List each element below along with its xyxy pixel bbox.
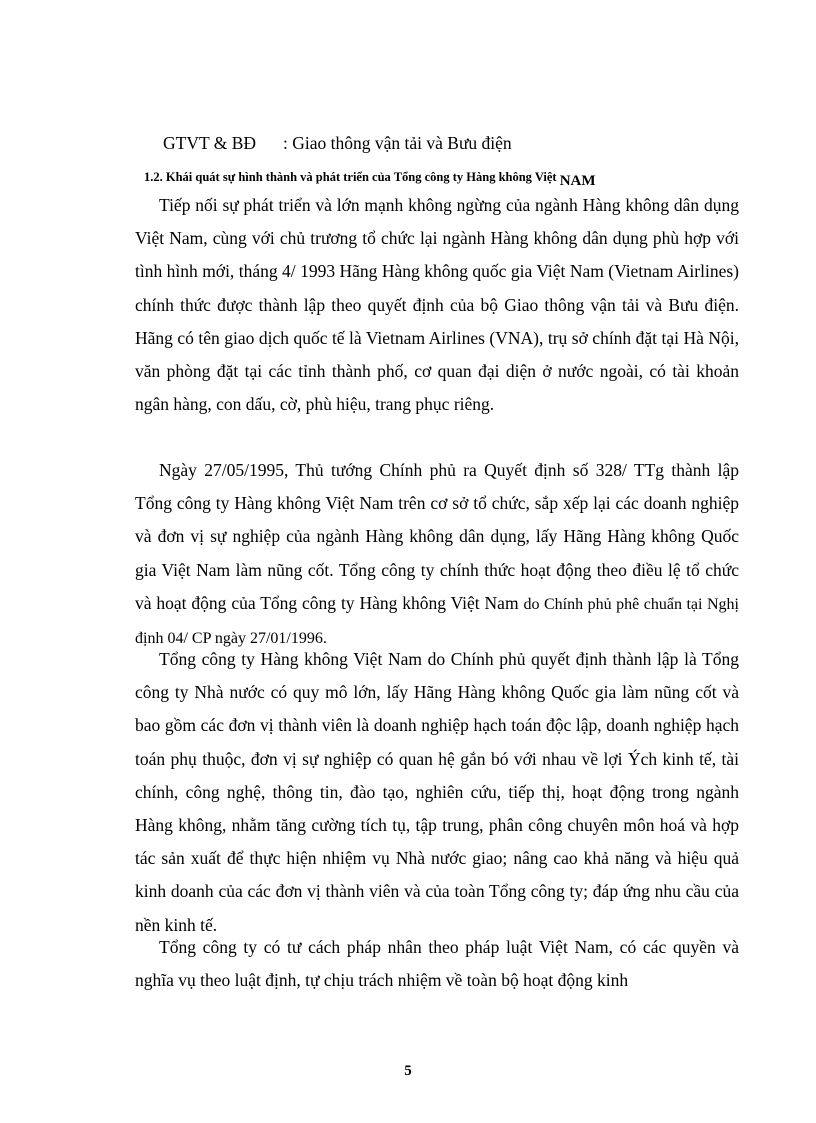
abbreviation-term: GTVT & BĐ	[163, 133, 257, 153]
page-number: 5	[404, 1063, 412, 1079]
paragraph-2-tail: do Chính phủ phê chuẩn tại Nghị định 04/ CP ngày 27/01/1996.	[135, 595, 739, 648]
section-heading-text: 1.2. Khái quát sự hình thành và phát triển của Tổng công ty Hàng không Việt	[144, 170, 557, 184]
section-heading-tail: NAM	[559, 173, 596, 189]
paragraph-2	[135, 454, 739, 655]
section-heading	[144, 169, 596, 189]
paragraph-4: Tổng công ty có tư cách pháp nhân theo pháp luật Việt Nam, có các quyền và nghĩa vụ theo luật định, tự chịu trách nhiệm về toàn bộ hoạt động kinh	[135, 937, 739, 991]
paragraph-1: Tiếp nối sự phát triển và lớn mạnh không ngừng của ngành Hàng không dân dụng Việt Nam, cùng với chủ trương tổ chức lại ngành Hàng không dân dụng phù hợp với tình hình mới, tháng 4/ 1993 Hãng Hàng không quốc gia Việt Nam (Vietnam Airlines) chính thức được thành lập theo quyết định của bộ Giao thông vận tải và Bưu điện. Hãng có tên giao dịch quốc tế là Vietnam Airlines (VNA), trụ sở chính đặt tại Hà Nội, văn phòng đặt tại các tỉnh thành phố, cơ quan đại diện ở nước ngoài, có tài khoản ngân hàng, con dấu, cờ, phù hiệu, trang phục riêng.	[135, 195, 739, 415]
abbreviation-definition: : Giao thông vận tải và Bưu điện	[283, 133, 512, 153]
paragraph-3: Tổng công ty Hàng không Việt Nam do Chính phủ quyết định thành lập là Tổng công ty Nhà nước có quy mô lớn, lấy Hãng Hàng không Quốc gia làm nũng cốt và bao gồm các đơn vị thành viên là doanh nghiệp hạch toán độc lập, doanh nghiệp hạch toán phụ thuộc, đơn vị sự nghiệp có quan hệ gắn bó với nhau về lợi Ých kinh tế, tài chính, công nghệ, thông tin, đào tạo, nghiên cứu, tiếp thị, hoạt động trong ngành Hàng không, nhằm tăng cường tích tụ, tập trung, phân công chuyên môn hoá và hợp tác sản xuất để thực hiện nhiệm vụ Nhà nước giao; nâng cao khả năng và hiệu quả kinh doanh của các đơn vị thành viên và của toàn Tổng công ty; đáp ứng nhu cầu của nền kinh tế.	[135, 649, 739, 935]
abbreviation-entry	[163, 133, 512, 154]
paragraph-2-main: Ngày 27/05/1995, Thủ tướng Chính phủ ra Quyết định số 328/ TTg thành lập Tổng công ty Hàng không Việt Nam trên cơ sở tổ chức, sắp xếp lại các doanh nghiệp và đơn vị sự nghiệp của ngành Hàng không dân dụng, lấy Hãng Hàng không Quốc gia Việt Nam làm nũng cốt. Tổng công ty chính thức hoạt động theo điều lệ tổ chức và hoạt động của Tổng công ty Hàng không Việt Nam	[135, 460, 739, 613]
